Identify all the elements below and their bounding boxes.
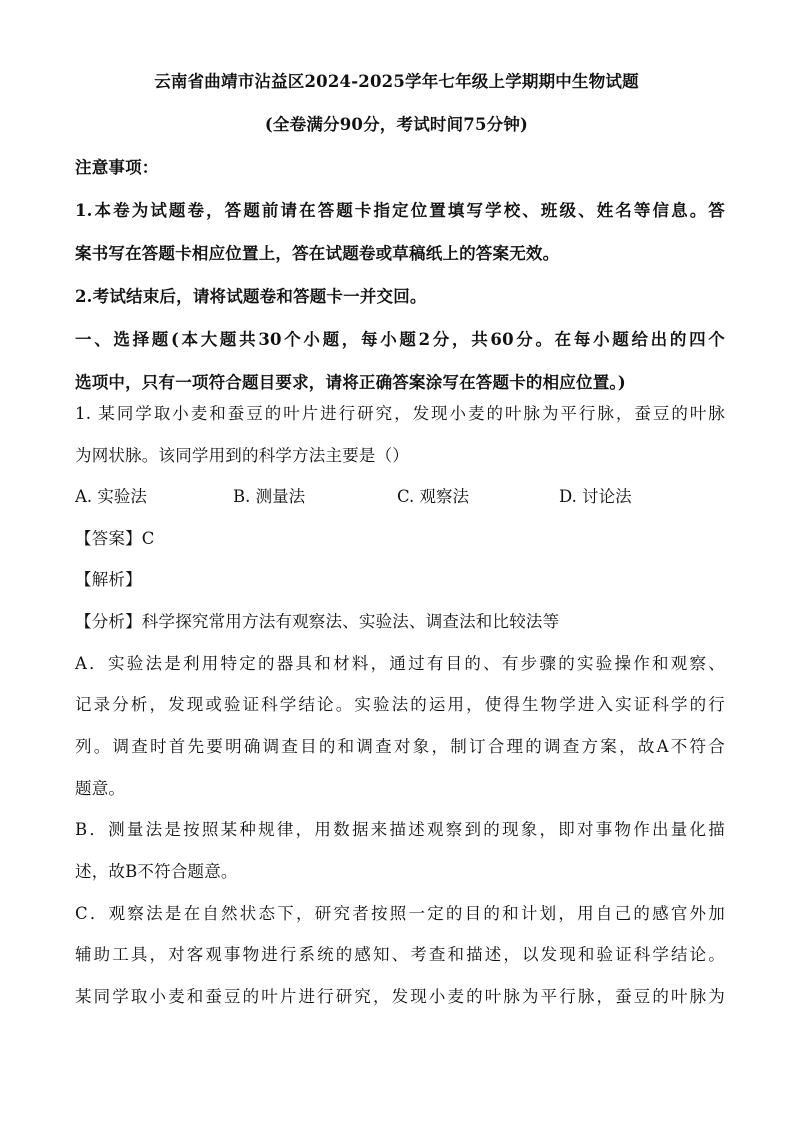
explain-b-line-2: 述，故B不符合题意。: [75, 862, 238, 881]
explain-a-line-2: 记录分析，发现或验证科学结论。实验法的运用，使得生物学进入实证科学的行: [75, 695, 725, 714]
explain-c-line-1: C．观察法是在自然状态下，研究者按照一定的目的和计划，用自己的感官外加: [75, 904, 725, 923]
option-c: C. 观察法: [397, 487, 470, 506]
notice-heading: 注意事项：: [75, 158, 159, 177]
explain-a-line-3: 列。调查时首先要明确调查目的和调查对象，制订合理的调查方案，故A不符合: [75, 737, 725, 756]
question-1-stem-line-2: 为网状脉。该同学用到的科学方法主要是（）: [75, 446, 409, 465]
notice-item-1-line-2: 案书写在答题卡相应位置上，答在试题卷或草稿纸上的答案无效。: [75, 244, 560, 263]
option-b: B. 测量法: [233, 487, 306, 506]
explain-c-line-2: 辅助工具，对客观事物进行系统的感知、考查和描述，以发现和验证科学结论。: [75, 945, 725, 964]
section-heading-line-1: 一、选择题(本大题共30个小题，每小题2分，共60分。在每小题给出的四个: [75, 330, 725, 349]
question-1-stem-line-1: 1. 某同学取小麦和蚕豆的叶片进行研究，发现小麦的叶脉为平行脉，蚕豆的叶脉: [75, 404, 725, 423]
notice-item-2: 2.考试结束后，请将试题卷和答题卡一并交回。: [75, 287, 427, 306]
analysis-heading: 【解析】: [75, 570, 142, 589]
option-d: D. 讨论法: [559, 487, 632, 506]
page-title: 云南省曲靖市沾益区2024-2025学年七年级上学期期中生物试题: [154, 72, 639, 91]
explain-b-line-1: B．测量法是按照某种规律，用数据来描述观察到的现象，即对事物作出量化描: [75, 820, 725, 839]
answer-label: 【答案】C: [75, 529, 155, 548]
notice-item-1-line-1: 1.本卷为试题卷，答题前请在答题卡指定位置填写学校、班级、姓名等信息。答: [75, 201, 725, 220]
page-subtitle: (全卷满分90分，考试时间75分钟): [264, 115, 529, 134]
explain-a-line-1: A．实验法是利用特定的器具和材料，通过有目的、有步骤的实验操作和观察、: [75, 654, 725, 673]
question-1-options: [75, 486, 725, 508]
explain-a-line-4: 题意。: [75, 779, 126, 798]
option-a: A. 实验法: [75, 487, 147, 506]
analysis-intro: 【分析】科学探究常用方法有观察法、实验法、调查法和比较法等: [75, 612, 560, 631]
section-heading-line-2: 选项中，只有一项符合题目要求，请将正确答案涂写在答题卡的相应位置。): [75, 373, 626, 392]
explain-c-line-3: 某同学取小麦和蚕豆的叶片进行研究，发现小麦的叶脉为平行脉，蚕豆的叶脉为: [75, 987, 725, 1006]
